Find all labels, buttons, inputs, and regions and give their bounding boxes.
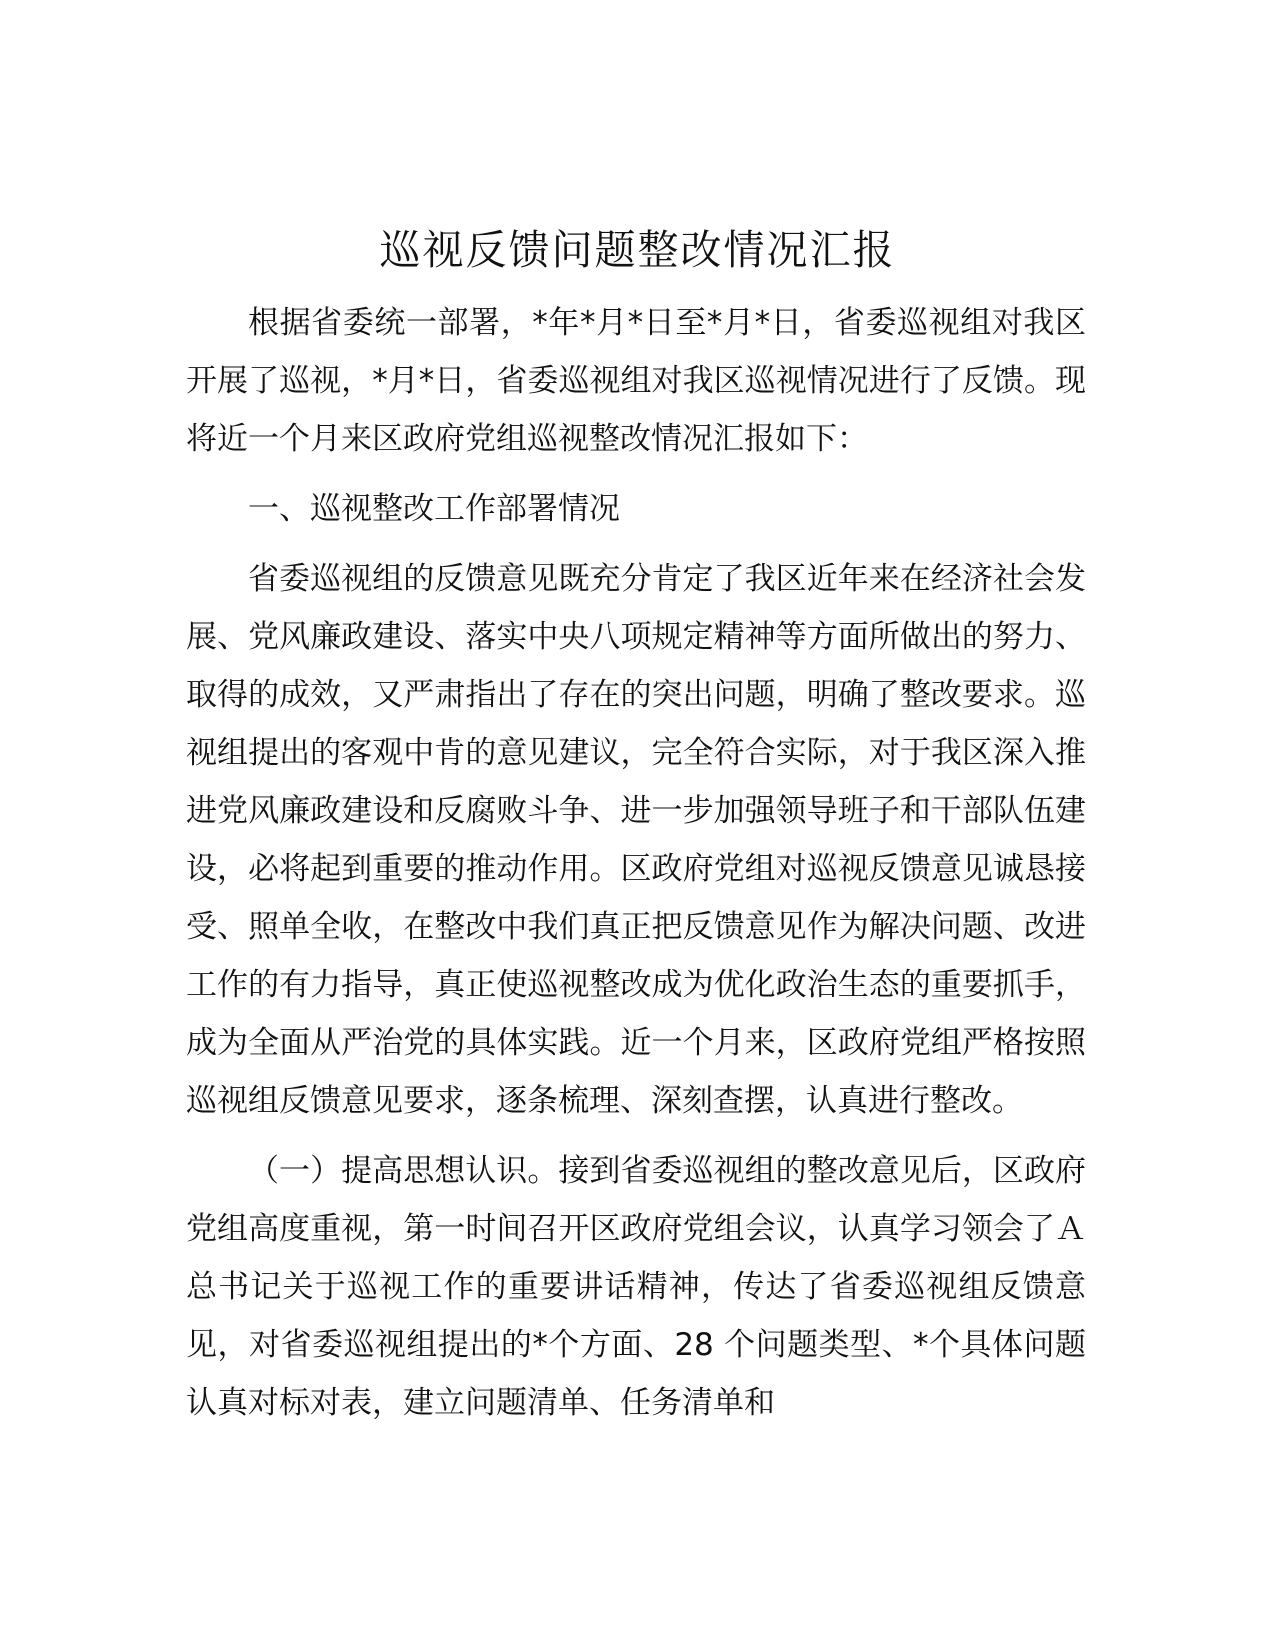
paragraph-subsection-1: （一）提高思想认识。接到省委巡视组的整改意见后，区政府党组高度重视，第一时间召开区政府党组会议，认真学习领会了Ａ总书记关于巡视工作的重要讲话精神，传达了省委巡视组反馈意见，对省委巡视组提出的*个方面、28 个问题类型、*个具体问题认真对标对表，建立问题清单、任务清单和 [186,1153,1086,1421]
document-body [186,294,1086,1432]
section-heading-1: 一、巡视整改工作部署情况 [248,491,620,527]
paragraph-feedback: 省委巡视组的反馈意见既充分肯定了我区近年来在经济社会发展、党风廉政建设、落实中央八项规定精神等方面所做出的努力、取得的成效，又严肃指出了存在的突出问题，明确了整改要求。巡视组提出的客观中肯的意见建议，完全符合实际，对于我区深入推进党风廉政建设和反腐败斗争、进一步加强领导班子和干部队伍建设，必将起到重要的推动作用。区政府党组对巡视反馈意见诚恳接受、照单全收，在整改中我们真正把反馈意见作为解决问题、改进工作的有力指导，真正使巡视整改成为优化政治生态的重要抓手，成为全面从严治党的具体实践。近一个月来，区政府党组严格按照巡视组反馈意见要求，逐条梳理、深刻查摆，认真进行整改。 [186,561,1086,1119]
document-title: 巡视反馈问题整改情况汇报 [379,226,896,274]
paragraph-intro: 根据省委统一部署，*年*月*日至*月*日，省委巡视组对我区开展了巡视，*月*日，省委巡视组对我区巡视情况进行了反馈。现将近一个月来区政府党组巡视整改情况汇报如下： [186,305,1086,457]
